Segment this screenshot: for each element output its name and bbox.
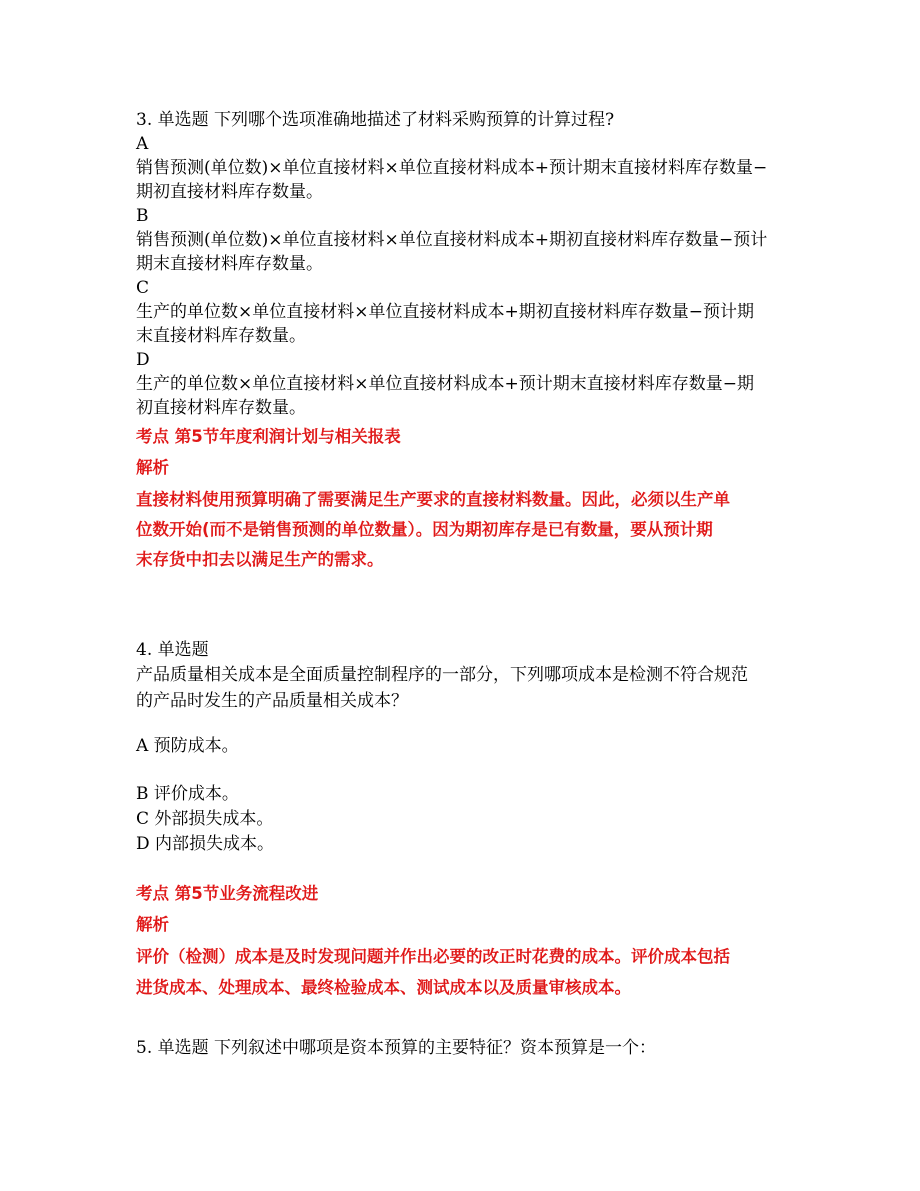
- q3-jiexi-text: 直接材料使用预算明确了需要满足生产要求的直接材料数量。因此，必须以生产单: [136, 490, 730, 509]
- q4-jiexi-text-cont: 进货成本、处理成本、最终检验成本、测试成本以及质量审核成本。: [136, 978, 631, 997]
- q4-option-c: C 外部损失成本。: [136, 809, 274, 829]
- q4-question-text-cont: 的产品时发生的产品质量相关成本？: [136, 691, 408, 711]
- q3-option-d-text: 生产的单位数×单位直接材料×单位直接材料成本+预计期末直接材料库存数量−期: [136, 374, 754, 394]
- q3-option-c-text: 生产的单位数×单位直接材料×单位直接材料成本+期初直接材料库存数量−预计期: [136, 302, 754, 322]
- q3-kaodian: 考点 第5节年度利润计划与相关报表: [136, 427, 401, 446]
- q4-option-d: D 内部损失成本。: [136, 834, 275, 854]
- q3-stem: 3. 单选题 下列哪个选项准确地描述了材料采购预算的计算过程?: [136, 110, 615, 130]
- q4-option-b: B 评价成本。: [136, 784, 239, 804]
- q3-jiexi-label: 解析: [136, 458, 169, 477]
- q3-jiexi-text-cont1: 位数开始(而不是销售预测的单位数量）。因为期初库存是已有数量，要从预计期: [136, 520, 713, 539]
- q4-jiexi-text: 评价（检测）成本是及时发现问题并作出必要的改正时花费的成本。评价成本包括: [136, 947, 730, 966]
- q3-option-d-letter: D: [136, 350, 150, 370]
- q4-question-text: 产品质量相关成本是全面质量控制程序的一部分，下列哪项成本是检测不符合规范: [136, 665, 748, 685]
- q4-jiexi-label: 解析: [136, 915, 169, 934]
- q4-option-a: A 预防成本。: [136, 736, 239, 756]
- q3-option-b-letter: B: [136, 206, 149, 226]
- q5-stem: 5. 单选题 下列叙述中哪项是资本预算的主要特征？资本预算是一个：: [136, 1038, 657, 1058]
- q4-stem: 4. 单选题: [136, 640, 209, 660]
- q3-option-b-text-cont: 期末直接材料库存数量。: [136, 254, 323, 274]
- q3-option-b-text: 销售预测(单位数)×单位直接材料×单位直接材料成本+期初直接材料库存数量−预计: [136, 230, 768, 250]
- q3-option-c-letter: C: [136, 278, 150, 298]
- q3-option-d-text-cont: 初直接材料库存数量。: [136, 398, 306, 418]
- q3-option-a-text-cont: 期初直接材料库存数量。: [136, 182, 323, 202]
- q3-option-a-letter: A: [136, 134, 149, 154]
- q3-option-a-text: 销售预测(单位数)×单位直接材料×单位直接材料成本+预计期末直接材料库存数量−: [136, 158, 768, 178]
- q4-kaodian: 考点 第5节业务流程改进: [136, 884, 319, 903]
- q3-option-c-text-cont: 末直接材料库存数量。: [136, 326, 306, 346]
- q3-jiexi-text-cont2: 末存货中扣去以满足生产的需求。: [136, 550, 384, 569]
